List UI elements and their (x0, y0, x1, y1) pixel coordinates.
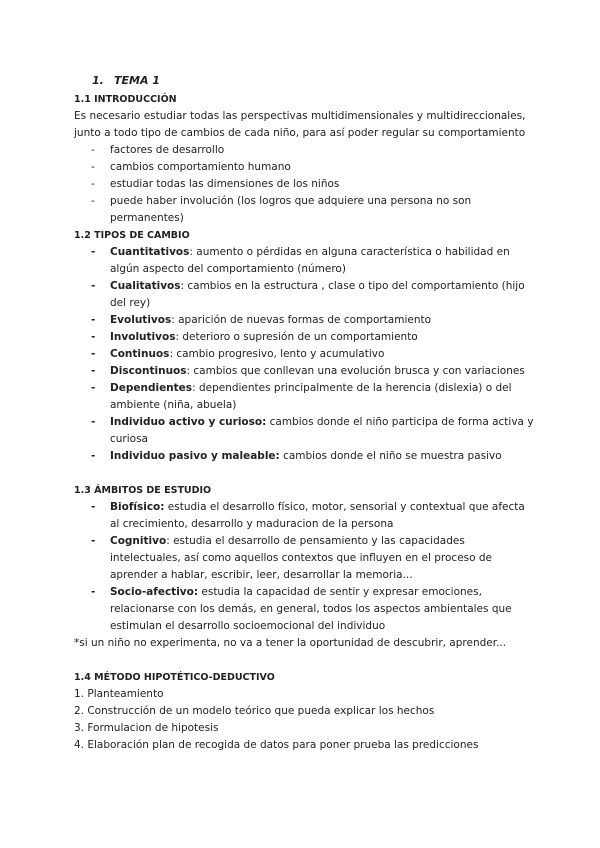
list-item: - estudiar todas las dimensiones de los niños (91, 178, 340, 190)
list-item: - Evolutivos: aparición de nuevas formas de comportamiento (91, 314, 432, 326)
title-number: 1. (92, 74, 104, 87)
document-title (92, 74, 534, 87)
ambitos-list (74, 499, 534, 635)
intro-paragraph: Es necesario estudiar todas las perspectivas multidimensionales y multidireccionales, junto a todo tipo de cambios de cada niño, para así poder regular su comportamiento (74, 110, 526, 139)
list-item: - Dependientes: dependientes principalmente de la herencia (dislexia) o del ambiente (niña, abuela) (91, 382, 512, 411)
section-heading-ambitos: 1.3 ÁMBITOS DE ESTUDIO (74, 485, 212, 496)
section-heading-introduccion: 1.1 INTRODUCCIÓN (74, 94, 177, 105)
spacer (74, 465, 534, 482)
list-item: - Involutivos: deterioro o supresión de un comportamiento (91, 331, 418, 343)
list-item: - factores de desarrollo (91, 144, 225, 156)
list-item: - Continuos: cambio progresivo, lento y acumulativo (91, 348, 385, 360)
list-item: 3. Formulacion de hipotesis (74, 722, 219, 734)
intro-list (74, 142, 534, 227)
list-item: - cambios comportamiento humano (91, 161, 291, 173)
list-item: - Socio-afectivo: estudia la capacidad de sentir y expresar emociones, relacionarse con los demás, en general, todos los aspectos ambientales que estimulan el desarrollo socioemocional del individuo (91, 586, 512, 632)
list-item: - Individuo pasivo y maleable: cambios donde el niño se muestra pasivo (91, 450, 502, 462)
list-item: - Individuo activo y curioso: cambios donde el niño participa de forma activa y curiosa (91, 416, 534, 445)
list-item: 2. Construcción de un modelo teórico que pueda explicar los hechos (74, 705, 435, 717)
section-heading-tipos-de-cambio: 1.2 TIPOS DE CAMBIO (74, 230, 190, 241)
spacer (74, 652, 534, 669)
metodo-steps (74, 686, 534, 754)
ambitos-note: *si un niño no experimenta, no va a tener la oportunidad de descubrir, aprender... (74, 637, 507, 649)
document-page (74, 74, 534, 754)
list-item: - puede haber involución (los logros que adquiere una persona no son permanentes) (91, 195, 472, 224)
list-item: - Biofísico: estudia el desarrollo físico, motor, sensorial y contextual que afecta al crecimiento, desarrollo y maduracion de la persona (91, 501, 525, 530)
list-item: - Discontinuos: cambios que conllevan una evolución brusca y con variaciones (91, 365, 525, 377)
section-heading-metodo: 1.4 MÉTODO HIPOTÉTICO-DEDUCTIVO (74, 672, 275, 683)
list-item: 4. Elaboración plan de recogida de datos para poner prueba las predicciones (74, 739, 479, 751)
list-item: - Cualitativos: cambios en la estructura , clase o tipo del comportamiento (hijo del rey) (91, 280, 525, 309)
list-item: - Cognitivo: estudia el desarrollo de pensamiento y las capacidades intelectuales, así como aquellos contextos que influyen en el proceso de aprender a hablar, escribir, leer, desarrollar la memoria... (91, 535, 493, 581)
tipos-list (74, 244, 534, 465)
list-item: 1. Planteamiento (74, 688, 164, 700)
title-text: TEMA 1 (114, 74, 160, 87)
list-item: - Cuantitativos: aumento o pérdidas en alguna característica o habilidad en algún aspecto del comportamiento (número) (91, 246, 510, 275)
